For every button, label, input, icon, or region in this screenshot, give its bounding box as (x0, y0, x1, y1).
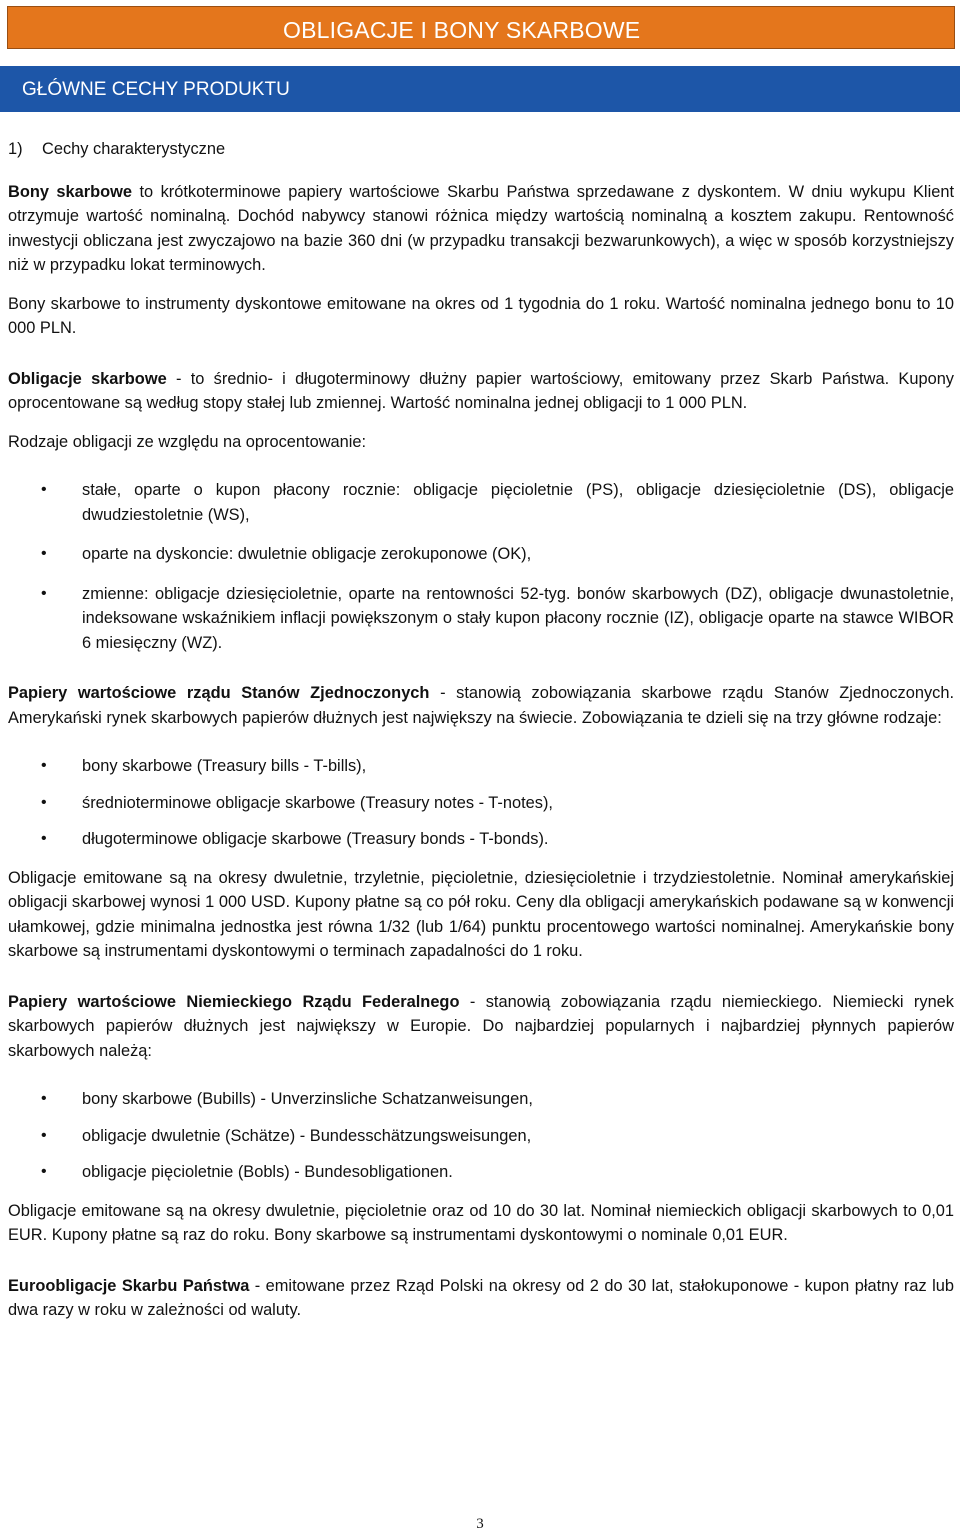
bullet-icon: • (41, 584, 47, 602)
list-item: • oparte na dyskoncie: dwuletnie obligacje zerokuponowe (OK), (8, 542, 954, 567)
document-body (8, 137, 954, 1333)
bullet-icon: • (41, 793, 47, 811)
paragraph-us-treasuries (8, 681, 954, 730)
list-item: • obligacje dwuletnie (Schätze) - Bundesschätzungsweisungen, (8, 1124, 954, 1149)
paragraph-us-obligacje: Obligacje emitowane są na okresy dwuletnie, trzyletnie, pięcioletnie, dziesięcioletnie i trzydziestoletnie. Nominał amerykańskiej obligacji skarbowej wynosi 1 000 USD. Kupony płatne są co pół roku. Ceny dla obligacji amerykańskich podawane są w konwencji ułamkowej, gdzie minimalna jednostka jest równa 1/32 (lub 1/64) punktu procentowego wartości nominalnej. Amerykańskie bony skarbowe są instrumentami dyskontowymi o terminach zapadalności do 1 roku. (8, 868, 954, 960)
term-us-treasuries: Papiery wartościowe rządu Stanów Zjednoczonych (8, 684, 430, 702)
paragraph-rodzaje-obligacji: Rodzaje obligacji ze względu na oprocentowanie: (8, 432, 367, 451)
paragraph-german-obligacje: Obligacje emitowane są na okresy dwuletnie, pięcioletnie oraz od 10 do 30 lat. Nominał niemieckich obligacji skarbowych to 0,01 EUR. Kupony płatne są raz do roku. Bony skarbowe są instrumentami dyskontowymi o nominale 0,01 EUR. (8, 1201, 954, 1244)
paragraph-bony-dyskontowe: Bony skarbowe to instrumenty dyskontowe emitowane na okres od 1 tygodnia do 1 roku. Wartość nominalna jednego bonu to 10 000 PLN. (8, 294, 954, 337)
bullet-icon: • (41, 757, 47, 774)
term-german-bonds: Papiery wartościowe Niemieckiego Rządu Federalnego (8, 992, 460, 1011)
section-title: GŁÓWNE CECHY PRODUKTU (22, 79, 290, 100)
subsection-title: Cechy charakterystyczne (42, 140, 226, 158)
paragraph-euroobligacje (8, 1274, 954, 1323)
bullet-icon: • (41, 1090, 47, 1107)
paragraph-obligacje-skarbowe (8, 367, 954, 416)
list-item: • długoterminowe obligacje skarbowe (Treasury bonds - T-bonds). (8, 827, 954, 852)
bullet-icon: • (41, 1163, 47, 1180)
list-item: • bony skarbowe (Bubills) - Unverzinsliche Schatzanweisungen, (8, 1087, 954, 1112)
term-bony-skarbowe: Bony skarbowe (8, 182, 133, 201)
paragraph-text: - stanowią zobowiązania rządu niemieckiego. Niemiecki rynek skarbowych papierów dłużnych jest największy w Europie. Do najbardziej popularnych i najbardziej płynnych papierów skarbowych należą: (8, 992, 954, 1060)
paragraph-text: - to średnio- i długoterminowy dłużny papier wartościowy, emitowany przez Skarb Państwa. Kupony oprocentowane są według stopy stałej lub zmiennej. Wartość nominalna jednej obligacji to 1 000 PLN. (8, 369, 954, 412)
document-title: OBLIGACJE I BONY SKARBOWE (283, 17, 641, 43)
section-header-bar (0, 66, 960, 112)
header-banner (7, 6, 955, 49)
paragraph-german-bonds (8, 990, 954, 1064)
bullet-list-oprocentowanie (8, 478, 954, 655)
subsection-number: 1) (8, 140, 23, 158)
subsection-heading (8, 137, 954, 162)
term-obligacje-skarbowe: Obligacje skarbowe (8, 369, 167, 388)
bullet-icon: • (41, 1126, 47, 1144)
bullet-icon: • (41, 481, 47, 498)
bullet-icon: • (41, 545, 47, 562)
paragraph-bony-skarbowe (8, 180, 954, 278)
list-item: • średnioterminowe obligacje skarbowe (Treasury notes - T-notes), (8, 791, 954, 816)
page-number: 3 (476, 1516, 484, 1532)
list-item: • stałe, oparte o kupon płacony rocznie: obligacje pięcioletnie (PS), obligacje dziesięcioletnie (DS), obligacje dwudziestoletnie (WS), (8, 478, 954, 527)
list-item: • zmienne: obligacje dziesięcioletnie, oparte na rentowności 52-tyg. bonów skarbowych (DZ), obligacje dwunastoletnie, indeksowane wskaźnikiem inflacji powiększonym o stały kupon płacony rocznie (IZ), obligacje oparte na stawce WIBOR 6 miesięczny (WZ). (8, 582, 954, 656)
list-item: • bony skarbowe (Treasury bills - T-bills), (8, 754, 954, 779)
paragraph-text: to krótkoterminowe papiery wartościowe Skarbu Państwa sprzedawane z dyskontem. W dniu wykupu Klient otrzymuje wartość nominalną. Dochód nabywcy stanowi różnica między wartością nominalną a kosztem zakupu. Rentowność inwestycji obliczana jest zwyczajowo na bazie 360 dni (w przypadku transakcji bezwarunkowych), a więc w sposób korzystniejszy niż w przypadku lokat terminowych. (8, 182, 954, 274)
bullet-icon: • (41, 830, 47, 847)
list-item: • obligacje pięcioletnie (Bobls) - Bundesobligationen. (8, 1160, 954, 1185)
term-euroobligacje: Euroobligacje Skarbu Państwa (8, 1276, 250, 1295)
paragraph-text: - stanowią zobowiązania skarbowe rządu Stanów Zjednoczonych. Amerykański rynek skarbowych papierów dłużnych jest największy na świecie. Zobowiązania te dzieli się na trzy główne rodzaje: (8, 684, 955, 727)
bullet-list-us-treasuries (8, 754, 954, 852)
paragraph-text: - emitowane przez Rząd Polski na okresy od 2 do 30 lat, stałokuponowe - kupon płatny raz lub dwa razy w roku w zależności od waluty. (8, 1276, 954, 1319)
bullet-list-german-bonds (8, 1087, 954, 1185)
